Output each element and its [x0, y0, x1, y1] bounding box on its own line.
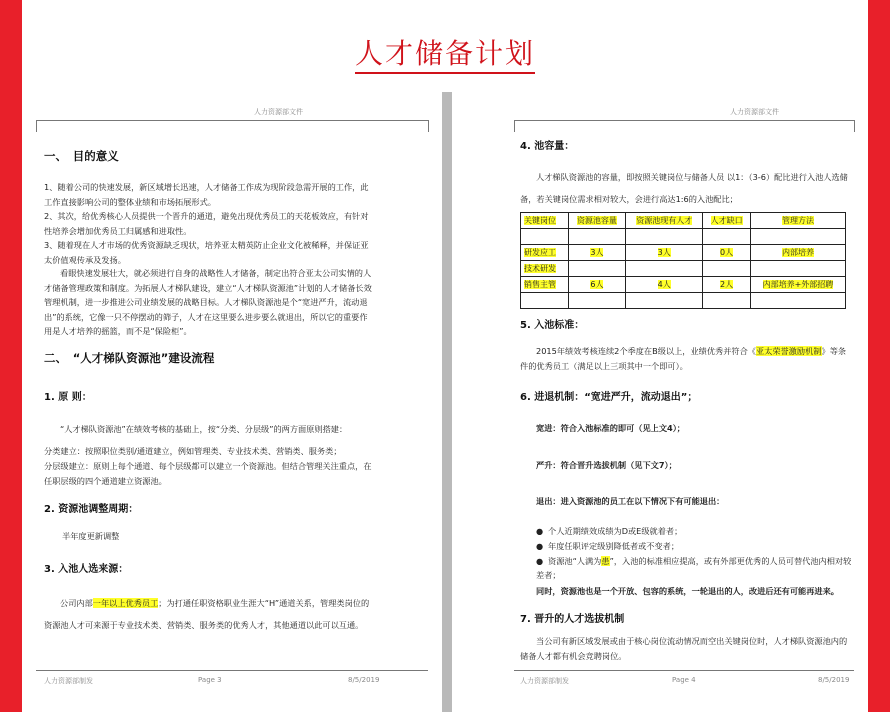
- table-row: [521, 277, 846, 293]
- bullet-icon: ●: [536, 556, 544, 566]
- table-row: [521, 245, 846, 261]
- section-1-para-3: 3、随着现在人才市场的优秀资源缺乏现状，培养亚太精英防止企业文化被稀释，并保证亚太价值观传承及发扬。: [44, 240, 369, 265]
- right-red-border: [868, 0, 890, 712]
- table-header-row: [521, 213, 846, 229]
- table-cell: [626, 293, 703, 309]
- bullet-icon: ●: [536, 541, 544, 551]
- page-title-text: 人才储备计划: [355, 37, 535, 74]
- footer-rule: [36, 670, 428, 671]
- section-4-title: 4. 池容量：: [520, 141, 575, 152]
- table-cell: [703, 261, 751, 277]
- table-cell: 4人: [626, 277, 703, 293]
- subsection-2-1-title: 1. 原 则：: [44, 392, 92, 403]
- header-rule-tick: [514, 120, 515, 132]
- table-cell: [750, 261, 845, 277]
- page-header-text: 人力资源部文件: [254, 108, 303, 116]
- table-row: [521, 261, 846, 277]
- section-4-para: 人才梯队资源池的容量，即按照关键岗位与储备人员 以1：（3-6）配比进行入池人选储备，若关键岗位需求相对较大，会进行高达1:6的入池配比；: [520, 172, 848, 204]
- highlight-honor-mechanism: 亚太荣誉激励机制: [755, 346, 822, 356]
- table-row: [521, 293, 846, 309]
- section-6-strict-promotion: 严升：符合晋升选拔机制（见下文7）；: [536, 460, 677, 470]
- table-cell: 销售主管: [521, 277, 569, 293]
- table-cell: [703, 293, 751, 309]
- bullet-icon: ●: [536, 526, 544, 536]
- section-2-title: 二、 “人才梯队资源池”建设流程: [44, 351, 215, 365]
- footer-rule: [514, 670, 854, 671]
- subsection-2-1-para-3: 分层级建立：原则上每个通道、每个层级都可以建立一个资源池。但结合管理关注重点，在任职层级的四个通道建立资源池。: [44, 461, 372, 486]
- section-1-para-4: 看眼快速发展壮大，就必须进行自身的战略性人才储备，制定出符合亚太公司实情的人才储备管理政策和制度。为拓展人才梯队建设，建立“人才梯队资源池”计划的人才储备长效管理机制，进一步推进公司业绩发展的战略目标。人才梯队资源池是个“宽进严升，流动退出”的系统，它像一只不停摆动的筛子，人才在这里要么进步要么就退出，所以它的重要作用是人才培养的摇篮，而不是“保险柜”。: [44, 268, 372, 337]
- table-cell: [568, 229, 625, 245]
- highlight-full: 患: [601, 556, 610, 566]
- section-6-title: 6. 进退机制：“宽进严升，流动退出”；: [520, 392, 698, 403]
- table-cell: 0人: [703, 245, 751, 261]
- table-cell: [521, 229, 569, 245]
- page-title: [0, 32, 890, 72]
- table-header-cell: 关键岗位: [521, 213, 569, 229]
- table-header-cell: 资源池现有人才: [626, 213, 703, 229]
- section-1-para-1: 1、随着公司的快速发展，新区域增长迅速，人才储备工作成为现阶段急需开展的工作，此工作直接影响公司的整体业绩和市场拓展形式。: [44, 182, 369, 207]
- table-row: [521, 229, 846, 245]
- section-6-wide-entry: 宽进：符合入池标准的即可（见上文4）；: [536, 423, 685, 433]
- table-cell: 技术研发: [521, 261, 569, 277]
- subsection-2-1-para-2: 分类建立：按照职位类别/通道建立，例如管理类、专业技术类、营销类、服务类；: [44, 446, 342, 456]
- table-cell: [568, 261, 625, 277]
- footer-page-number: Page 3: [198, 676, 222, 684]
- table-cell: 2人: [703, 277, 751, 293]
- table-cell: 内部培养: [750, 245, 845, 261]
- section-7-title: 7. 晋升的人才选拔机制: [520, 614, 625, 625]
- table-cell: [750, 229, 845, 245]
- table-cell: 内部培养+外部招聘: [750, 277, 845, 293]
- subsection-2-1-para-1: “人才梯队资源池”在绩效考核的基础上，按“分类、分层级”的两方面原则搭建：: [60, 424, 348, 434]
- table-cell: [626, 261, 703, 277]
- table-cell: 6人: [568, 277, 625, 293]
- header-rule: [36, 120, 428, 121]
- subsection-2-3-post: ；为打通任职资格职业生涯大“H”通道关系，管理类岗位的资源池人才可来源于专业技术类、营销类、服务类的优秀人才，其他通道以此可以互通。: [44, 598, 370, 630]
- header-rule: [514, 120, 854, 121]
- section-6-bullet-2: ● 年度任职评定级别降低者或不变者；: [536, 541, 680, 551]
- section-6-exit: 退出：进入资源池的员工在以下情况下有可能退出：: [536, 496, 725, 506]
- table-header-cell: 人才缺口: [703, 213, 751, 229]
- subsection-2-2-para: 半年度更新调整: [62, 531, 120, 541]
- header-rule-tick: [854, 120, 855, 132]
- subsection-2-3-pre: 公司内部: [60, 598, 93, 608]
- subsection-2-2-title: 2. 资源池调整周期：: [44, 504, 139, 515]
- header-rule-tick: [36, 120, 37, 132]
- footer-left: 人力资源部制发: [44, 677, 93, 685]
- section-1-para-2: 2、其次，给优秀核心人员提供一个晋升的通道，避免出现优秀员工的天花板效应，有针对性培养会增加优秀员工归属感和进取性。: [44, 211, 369, 236]
- document-page-4: [452, 92, 868, 712]
- left-red-border: [0, 0, 22, 712]
- table-cell: [750, 293, 845, 309]
- section-7-para: 当公司有新区域发展或由于核心岗位流动情况而空出关键岗位时，人才梯队资源池内的储备人才都有机会竞聘岗位。: [520, 636, 848, 661]
- subsection-2-3-para: [44, 592, 374, 636]
- table-header-cell: 资源池容量: [568, 213, 625, 229]
- section-5-post: 》等条件的优秀员工（满足以上三项其中一个即可）。: [520, 346, 847, 371]
- table-cell: 3人: [568, 245, 625, 261]
- section-1-title: 一、 目的意义: [44, 149, 119, 163]
- document-page-3: [22, 92, 442, 712]
- section-6-bullet-3: ● 资源池“人满为患”，入池的标准相应提高，或有外部更优秀的人员可替代池内相对较差者；: [536, 556, 852, 580]
- footer-date: 8/5/2019: [348, 676, 380, 684]
- subsection-2-3-title: 3. 入池人选来源：: [44, 564, 129, 575]
- table-header-cell: 管理方法: [750, 213, 845, 229]
- table-cell: [521, 293, 569, 309]
- table-cell: [703, 229, 751, 245]
- footer-page-number: Page 4: [672, 676, 696, 684]
- section-6-closing: 同时，资源池也是一个开放、包容的系统，一轮退出的人，改进后还有可能再进来。: [536, 586, 839, 596]
- resource-pool-table: [520, 212, 846, 309]
- footer-date: 8/5/2019: [818, 676, 850, 684]
- table-cell: [568, 293, 625, 309]
- footer-left: 人力资源部制发: [520, 677, 569, 685]
- section-5-para: [520, 344, 852, 373]
- section-5-pre: 2015年绩效考核连续2个季度在B级以上，业绩优秀并符合《: [536, 346, 756, 356]
- highlight-excellent-staff: 一年以上优秀员工: [92, 598, 159, 608]
- table-cell: 研发应工: [521, 245, 569, 261]
- section-5-title: 5. 入池标准：: [520, 320, 585, 331]
- page-header-text: 人力资源部文件: [730, 108, 779, 116]
- section-6-bullet-1: ● 个人近期绩效成绩为D或E级就着者；: [536, 526, 683, 536]
- table-cell: [626, 229, 703, 245]
- header-rule-tick: [428, 120, 429, 132]
- table-cell: 3人: [626, 245, 703, 261]
